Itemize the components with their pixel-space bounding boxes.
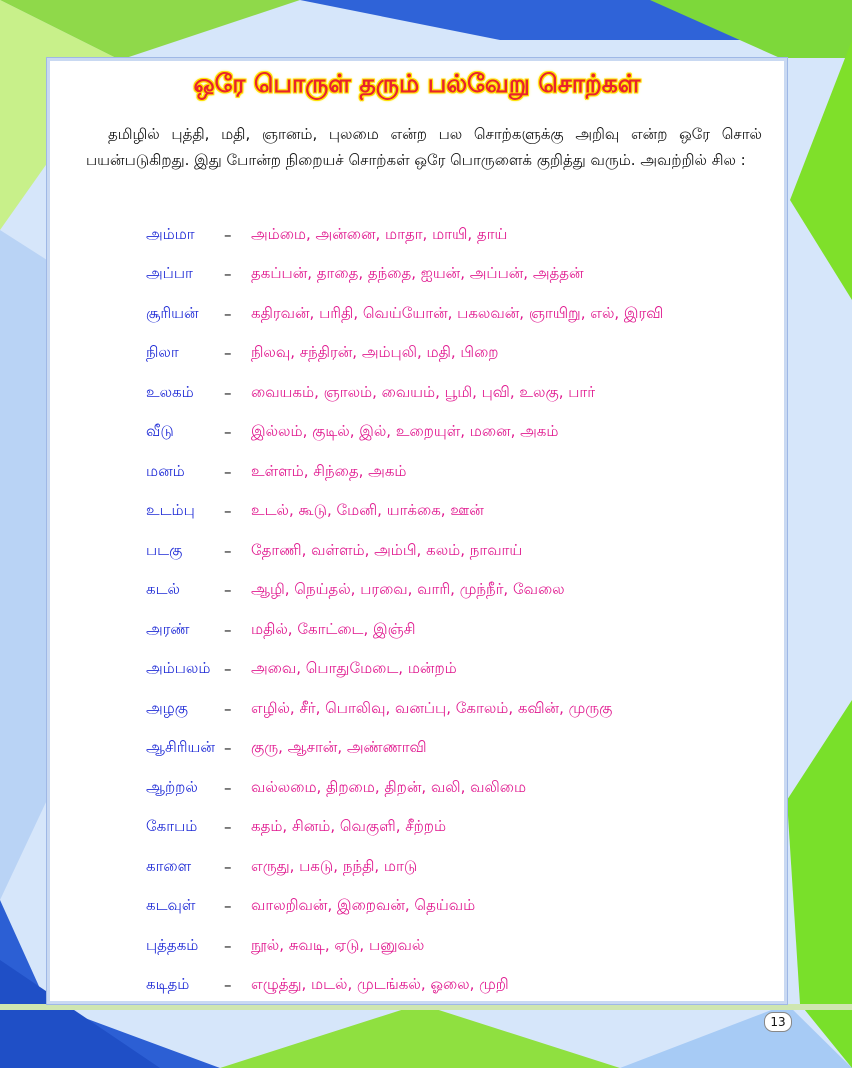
dash-separator: –	[224, 462, 232, 481]
headword: கடல்	[146, 580, 180, 599]
headword: அம்மா	[146, 224, 195, 243]
headword: அழகு	[146, 698, 188, 717]
synonyms: ஆழி, நெய்தல், பரவை, வாரி, முந்நீர், வேலை	[251, 580, 565, 599]
headword: அரண்	[146, 619, 190, 638]
headword: மனம்	[146, 461, 185, 480]
dash-separator: –	[224, 502, 232, 521]
synonyms: நிலவு, சந்திரன், அம்புலி, மதி, பிறை	[251, 343, 499, 362]
headword: உலகம்	[146, 382, 194, 401]
headword: கடிதம்	[146, 975, 190, 994]
synonyms: குரு, ஆசான், அண்ணாவி	[251, 738, 427, 757]
dash-separator: –	[224, 699, 232, 718]
dash-separator: –	[224, 265, 232, 284]
dash-separator: –	[224, 344, 232, 363]
headword: நிலா	[146, 343, 179, 362]
synonym-row	[146, 650, 756, 690]
intro-paragraph: தமிழில் புத்தி, மதி, ஞானம், புலமை என்ற பல சொற்களுக்கு அறிவு என்ற ஒரே சொல் பயன்படுகிறது. இது போன்ற நிறையச் சொற்கள் ஒரே பொருளைக் குறித்து வரும். அவற்றில் சில :	[86, 125, 762, 169]
synonyms: அம்மை, அன்னை, மாதா, மாயி, தாய்	[251, 224, 508, 243]
dash-separator: –	[224, 897, 232, 916]
synonym-row	[146, 334, 756, 374]
synonym-row	[146, 926, 756, 966]
dash-separator: –	[224, 818, 232, 837]
synonyms: வையகம், ஞாலம், வையம், பூமி, புவி, உலகு, பார்	[251, 382, 596, 401]
synonym-row	[146, 966, 756, 1006]
headword: வீடு	[146, 422, 174, 441]
synonyms: எழில், சீர், பொலிவு, வனப்பு, கோலம், கவின், முருகு	[251, 698, 613, 717]
dash-separator: –	[224, 225, 232, 244]
synonyms: நூல், சுவடி, ஏடு, பனுவல்	[251, 935, 425, 954]
synonym-row	[146, 729, 756, 769]
headword: அம்பலம்	[146, 659, 211, 678]
page-title: ஒரே பொருள் தரும் பல்வேறு சொற்கள்	[193, 69, 641, 98]
synonyms: அவை, பொதுமேடை, மன்றம்	[251, 659, 457, 678]
synonyms: தோணி, வள்ளம், அம்பி, கலம், நாவாய்	[251, 540, 523, 559]
headword: ஆசிரியன்	[146, 738, 215, 757]
headword: அப்பா	[146, 264, 193, 283]
synonym-row	[146, 808, 756, 848]
synonyms: வல்லமை, திறமை, திறன், வலி, வலிமை	[251, 777, 527, 796]
dash-separator: –	[224, 383, 232, 402]
headword: கோபம்	[146, 817, 198, 836]
dash-separator: –	[224, 660, 232, 679]
synonym-row	[146, 452, 756, 492]
dash-separator: –	[224, 581, 232, 600]
synonym-row	[146, 294, 756, 334]
headword: ஆற்றல்	[146, 777, 198, 796]
page-number: 13	[764, 1012, 792, 1032]
headword: சூரியன்	[146, 303, 199, 322]
content-card	[47, 58, 787, 1004]
synonym-row	[146, 610, 756, 650]
synonym-row	[146, 255, 756, 295]
synonyms: வாலறிவன், இறைவன், தெய்வம்	[251, 896, 476, 915]
synonym-row	[146, 215, 756, 255]
dash-separator: –	[224, 936, 232, 955]
synonyms: கதிரவன், பரிதி, வெய்யோன், பகலவன், ஞாயிறு, எல், இரவி	[251, 303, 664, 322]
headword: காளை	[146, 856, 192, 875]
synonyms: எருது, பகடு, நந்தி, மாடு	[251, 856, 418, 875]
synonym-row	[146, 768, 756, 808]
synonym-row	[146, 571, 756, 611]
synonyms: இல்லம், குடில், இல், உறையுள், மனை, அகம்	[251, 422, 559, 441]
synonym-row	[146, 887, 756, 927]
synonym-row	[146, 373, 756, 413]
synonym-row	[146, 689, 756, 729]
headword: புத்தகம்	[146, 935, 199, 954]
dash-separator: –	[224, 423, 232, 442]
headword: உடம்பு	[146, 501, 195, 520]
headword: படகு	[146, 540, 183, 559]
synonyms: மதில், கோட்டை, இஞ்சி	[251, 619, 416, 638]
dash-separator: –	[224, 541, 232, 560]
synonyms: உடல், கூடு, மேனி, யாக்கை, ஊன்	[251, 501, 484, 520]
dash-separator: –	[224, 304, 232, 323]
dash-separator: –	[224, 778, 232, 797]
dash-separator: –	[224, 620, 232, 639]
synonym-row	[146, 531, 756, 571]
synonym-row	[146, 847, 756, 887]
dash-separator: –	[224, 976, 232, 995]
synonym-row	[146, 413, 756, 453]
synonyms: உள்ளம், சிந்தை, அகம்	[251, 461, 407, 480]
headword: கடவுள்	[146, 896, 196, 915]
dash-separator: –	[224, 739, 232, 758]
synonym-list	[146, 215, 756, 1005]
synonym-row	[146, 492, 756, 532]
synonyms: கதம், சினம், வெகுளி, சீற்றம்	[251, 817, 447, 836]
synonyms: தகப்பன், தாதை, தந்தை, ஐயன், அப்பன், அத்தன்	[251, 264, 584, 283]
synonyms: எழுத்து, மடல், முடங்கல், ஓலை, முறி	[251, 975, 509, 994]
dash-separator: –	[224, 857, 232, 876]
